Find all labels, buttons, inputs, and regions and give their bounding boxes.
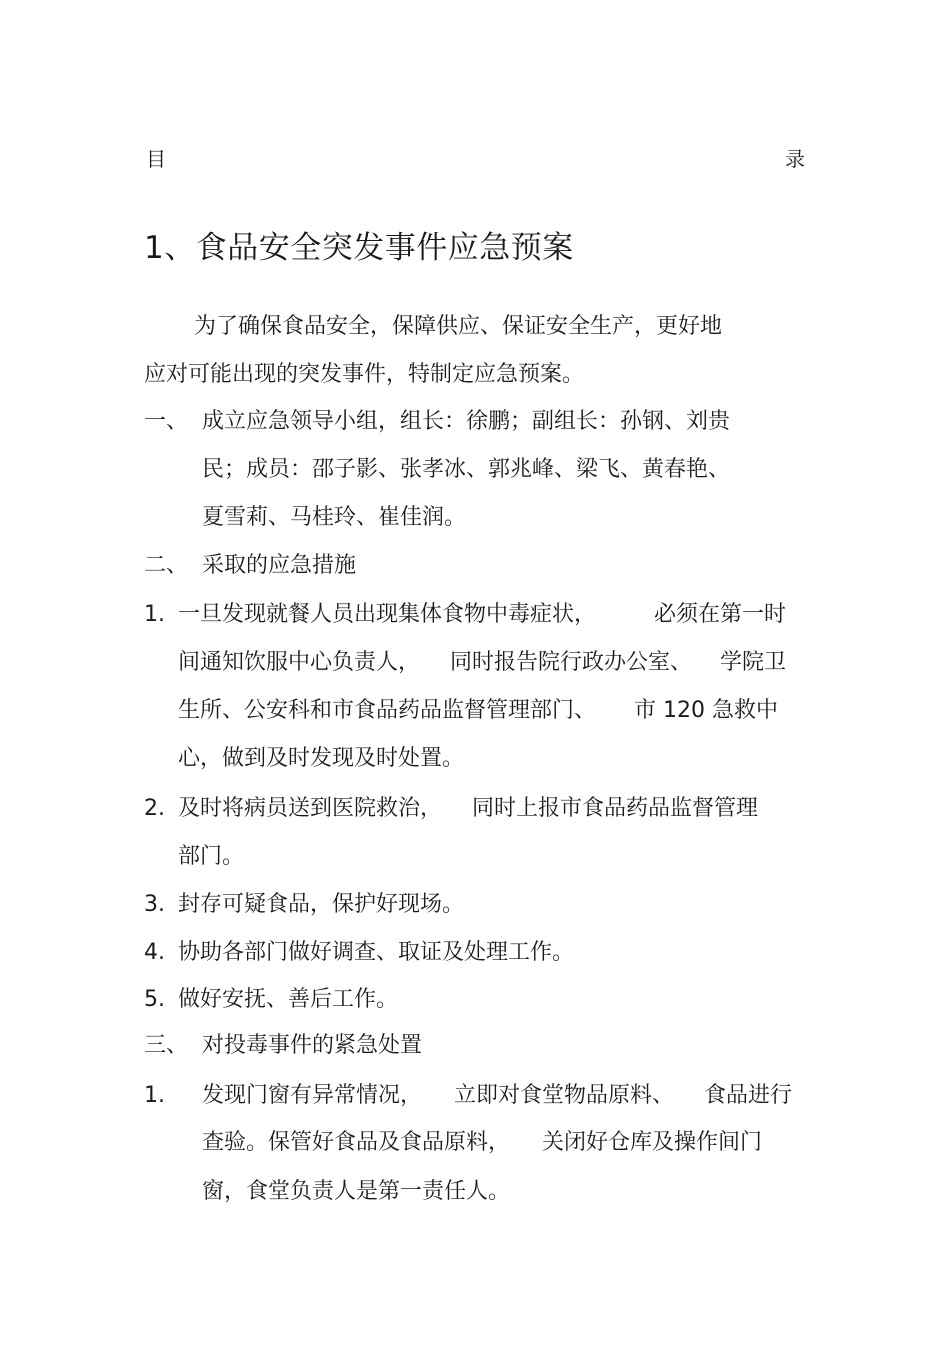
s2-item2-line-2 — [178, 842, 244, 872]
text-segment: 间通知饮服中心负责人， — [178, 650, 421, 675]
s2-item5-number: 5. — [144, 987, 165, 1012]
s2-item3-line-1: 封存可疑食品，保护好现场。 — [178, 892, 465, 917]
s3-item1-number: 1. — [144, 1083, 165, 1108]
section1-line-2: 民；成员：邵子影、张孝冰、郭兆峰、梁飞、黄春艳、 — [202, 457, 731, 482]
s3-item1-line-3 — [202, 1177, 510, 1207]
text-segment: 立即对食堂物品原料、 — [454, 1083, 675, 1108]
s2-item2-line-1 — [178, 794, 758, 824]
s2-item2-number: 2. — [144, 796, 165, 821]
s2-item4-number: 4. — [144, 940, 165, 965]
section2-title: 采取的应急措施 — [202, 553, 357, 578]
text-segment: 学院卫 — [720, 650, 787, 675]
s2-item1-line-3 — [178, 696, 778, 726]
text-segment: 食品进行 — [704, 1083, 793, 1108]
s2-item1-line-2 — [178, 648, 786, 678]
s2-item1-number: 1. — [144, 602, 165, 627]
s3-item1-line-1 — [202, 1081, 792, 1111]
intro-line-2: 应对可能出现的突发事件，特制定应急预案。 — [144, 362, 585, 387]
text-segment: 部门。 — [178, 844, 245, 869]
text-segment: 同时上报市食品药品监督管理 — [472, 796, 759, 821]
s2-item1-line-4 — [178, 744, 464, 774]
text-segment: 生所、公安科和市食品药品监督管理部门、 — [178, 698, 597, 723]
s2-item4-line-1: 协助各部门做好调查、取证及处理工作。 — [178, 940, 575, 965]
s2-item3-number: 3. — [144, 892, 165, 917]
section1-marker: 一、 — [144, 409, 189, 434]
text-segment: 同时报告院行政办公室、 — [450, 650, 693, 675]
text-segment: 及时将病员送到医院救治， — [178, 796, 443, 821]
section-heading: 1、食品安全突发事件应急预案 — [144, 230, 574, 266]
s2-item5-line-1: 做好安抚、善后工作。 — [178, 987, 399, 1012]
text-segment: 查验。保管好食品及食品原料， — [202, 1130, 511, 1155]
text-segment: 发现门窗有异常情况， — [202, 1083, 423, 1108]
text-segment: 心，做到及时发现及时处置。 — [178, 746, 465, 771]
text-segment: 关闭好仓库及操作间门 — [542, 1130, 763, 1155]
toc-label-right: 录 — [785, 147, 805, 171]
s3-item1-line-2 — [202, 1128, 762, 1158]
section1-line-1: 成立应急领导小组，组长：徐鹏；副组长：孙钢、刘贵 — [202, 409, 731, 434]
text-segment: 必须在第一时 — [654, 602, 787, 627]
text-segment: 一旦发现就餐人员出现集体食物中毒症状， — [178, 602, 597, 627]
text-segment: 市 120 急救中 — [634, 698, 778, 723]
text-segment: 窗，食堂负责人是第一责任人。 — [202, 1179, 511, 1204]
section1-line-3: 夏雪莉、马桂玲、崔佳润。 — [202, 505, 467, 530]
s2-item1-line-1 — [178, 600, 786, 630]
section3-marker: 三、 — [144, 1033, 189, 1058]
toc-label-left: 目 — [146, 147, 166, 171]
section3-title: 对投毒事件的紧急处置 — [202, 1033, 423, 1058]
intro-line-1: 为了确保食品安全，保障供应、保证安全生产，更好地 — [194, 314, 723, 339]
section2-marker: 二、 — [144, 553, 189, 578]
